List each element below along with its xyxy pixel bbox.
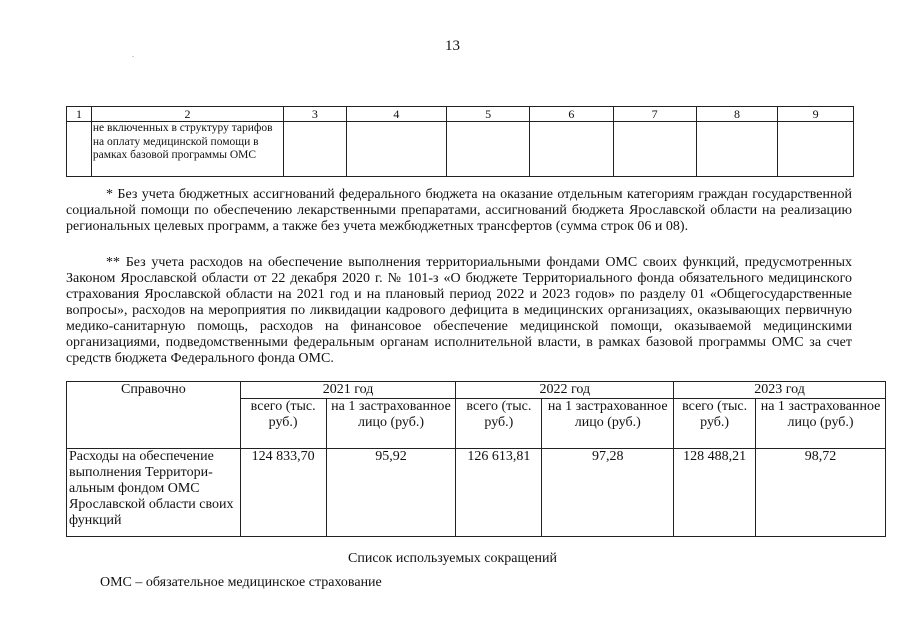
- value-cell: 124 833,70: [240, 449, 326, 537]
- year-header: 2021 год: [240, 382, 456, 399]
- footnote-2: [66, 255, 852, 367]
- subheader-per-person: на 1 застрахованное лицо (руб.): [542, 399, 674, 449]
- footnote-2-text: ** Без учета расходов на обеспечение выполнения территориальными фондами ОМС своих функций, предусмотренных Законом Ярославской области от 22 декабря 2020 г. № 101-з «О бюджете Территориального фонда обязательного медицинского страхования Ярославской области на 2021 год и на плановый период 2022 и 2023 годов» по разделу 01 «Общегосударственные вопросы», расходов на мероприятия по ликвидации кадрового дефицита в медицинских организациях, оказывающих первичную медико-санитарную помощь, расходов на финансовое обеспечение медицинской помощи, оказываемой медицинскими организациями, подведомственными федеральным органам исполнительной власти, в рамках базовой программы ОМС за счет средств бюджета Федерального фонда ОМС.: [66, 255, 852, 366]
- value-cell: 128 488,21: [674, 449, 756, 537]
- page-number: 13: [445, 38, 460, 54]
- value-cell: 126 613,81: [456, 449, 542, 537]
- subheader-total: всего (тыс. руб.): [240, 399, 326, 449]
- reference-label: Справочно: [67, 382, 241, 449]
- year-header: 2022 год: [456, 382, 674, 399]
- column-number-row: [67, 107, 854, 122]
- col-number: 1: [67, 107, 92, 122]
- footnote-1: [66, 187, 852, 235]
- subheader-per-person: на 1 застрахованное лицо (руб.): [756, 399, 886, 449]
- col-number: 3: [284, 107, 347, 122]
- value-cell: 95,92: [326, 449, 456, 537]
- value-cell: 98,72: [756, 449, 886, 537]
- col-number: 7: [613, 107, 696, 122]
- subheader-total: всего (тыс. руб.): [456, 399, 542, 449]
- col-number: 6: [530, 107, 613, 122]
- year-header: 2023 год: [674, 382, 886, 399]
- subheader-per-person: на 1 застрахованное лицо (руб.): [326, 399, 456, 449]
- abbreviation-item: ОМС – обязательное медицинское страхование: [100, 575, 382, 590]
- col-number: 2: [91, 107, 283, 122]
- year-header-row: [67, 382, 886, 399]
- top-table-fragment: [66, 106, 854, 177]
- footnote-1-text: * Без учета бюджетных ассигнований федерального бюджета на оказание отдельным категориям граждан государственной социальной помощи по обеспечению лекарственными препаратами, ассигнований бюджета Ярославской области на реализацию региональных целевых программ, а также без учета межбюджетных трансфертов (сумма строк 06 и 08).: [66, 187, 852, 234]
- col-number: 9: [778, 107, 854, 122]
- subheader-total: всего (тыс. руб.): [674, 399, 756, 449]
- scan-speck: .: [132, 49, 135, 59]
- col-number: 8: [696, 107, 777, 122]
- col-number: 4: [346, 107, 446, 122]
- row-label: Расходы на обеспечение выполнения Территори-альным фондом ОМС Ярославской области своих функций: [67, 449, 241, 537]
- abbreviations-title: Список используемых сокращений: [348, 551, 557, 566]
- table-row: [67, 449, 886, 537]
- table-row: [67, 122, 854, 177]
- continued-row-text: не включенных в структуру тарифов на оплату медицинской помощи в рамках базовой программы ОМС: [91, 122, 283, 177]
- col-number: 5: [446, 107, 529, 122]
- value-cell: 97,28: [542, 449, 674, 537]
- reference-table: [66, 381, 886, 537]
